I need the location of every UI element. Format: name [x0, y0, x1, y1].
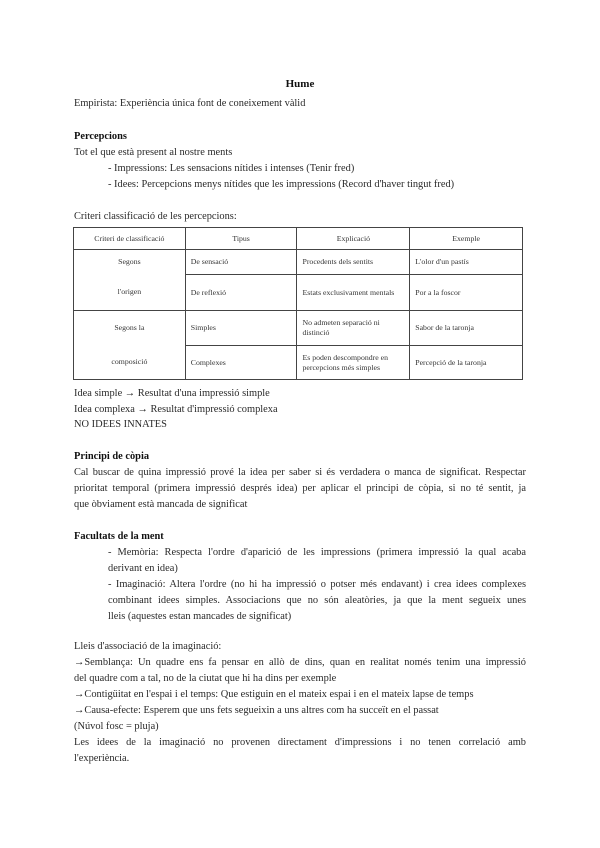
- table-cell-criteri: Segons: [74, 250, 186, 275]
- table-row: [74, 311, 523, 346]
- paragraph-line: →Contigüitat en l'espai i el temps: Que estiguin en el mateix espai i en el mateix lapse de temps: [74, 689, 474, 700]
- paragraph-line: derivant en idea): [108, 563, 178, 574]
- section-heading-facultats: Facultats de la ment: [74, 531, 164, 542]
- table-cell: No admeten separació ni distinció: [297, 311, 410, 346]
- table-row: [74, 275, 523, 311]
- table-cell: L'olor d'un pastís: [410, 250, 523, 275]
- paragraph-line: →Causa-efecte: Esperem que uns fets segueixin a uns altres com ha succeït en el passat: [74, 705, 439, 716]
- paragraph-line: NO IDEES INNATES: [74, 419, 167, 430]
- table-cell: Por a la foscor: [410, 275, 523, 311]
- paragraph-line: que òbviament està mancada de significat: [74, 499, 248, 510]
- table-header: Tipus: [185, 228, 297, 250]
- bullet-item: - Idees: Percepcions menys nítides que les impressions (Record d'haver tingut fred): [108, 179, 455, 190]
- paragraph-line: Idea simple → Resultat d'una impressió simple: [74, 388, 270, 399]
- paragraph-line: Cal buscar de quina impressió prové la idea per saber si és verdadera o manca de significat. Respectar: [74, 467, 526, 478]
- paragraph-line: - Imaginació: Altera l'ordre (no hi ha impressió o potser més endavant) i crea idees complexes: [108, 579, 526, 590]
- paragraph-line: del quadre com a tal, no de la ciutat que hi ha dins per exemple: [74, 673, 337, 684]
- table-cell: De sensació: [185, 250, 297, 275]
- paragraph-line: prioritat temporal (primera impressió després idea) per aplicar el principi de còpia, si no té sentit, ja: [74, 483, 526, 494]
- page-title: Hume: [285, 78, 315, 90]
- table-cell: Procedents dels sentits: [297, 250, 410, 275]
- bullet-item: - Impressions: Les sensacions nítides i intenses (Tenir fred): [108, 163, 355, 174]
- classification-table: [73, 227, 523, 380]
- paragraph-line: Les idees de la imaginació no provenen directament d'impressions i no tenen correlació amb: [74, 737, 526, 748]
- table-caption: Criteri classificació de les percepcions:: [74, 211, 237, 222]
- table-cell: Simples: [185, 311, 297, 346]
- table-cell-criteri: Segons la: [74, 311, 186, 346]
- table-row: [74, 250, 523, 275]
- paragraph-line: l'experiència.: [74, 753, 130, 764]
- table-header: Criteri de classificació: [74, 228, 186, 250]
- table-header-row: [74, 228, 523, 250]
- paragraph-line: combinant idees simples. Associacions que no són aleatòries, ja que la ment segueix unes: [108, 595, 526, 606]
- paragraph-line: (Núvol fosc = pluja): [74, 721, 159, 732]
- paragraph-line: Idea complexa → Resultat d'impressió complexa: [74, 404, 278, 415]
- paragraph-line: lleis (aquestes estan mancades de significat): [108, 611, 292, 622]
- table-row: [74, 346, 523, 380]
- section-heading-principi: Principi de còpia: [74, 451, 150, 462]
- table-cell-criteri: l'origen: [74, 275, 186, 311]
- table-header: Exemple: [410, 228, 523, 250]
- table-cell: Percepció de la taronja: [410, 346, 523, 380]
- table-cell: Complexes: [185, 346, 297, 380]
- paragraph-line: →Semblança: Un quadre ens fa pensar en allò de dins, quan en realitat només tenim una impressió: [74, 657, 526, 668]
- table-header: Explicació: [297, 228, 410, 250]
- intro-text: Empirista: Experiència única font de coneixement vàlid: [74, 98, 306, 109]
- section-heading-percepcions: Percepcions: [74, 131, 127, 142]
- table-cell-criteri: composició: [74, 346, 186, 380]
- table-cell: Estats exclusivament mentals: [297, 275, 410, 311]
- table-cell: De reflexió: [185, 275, 297, 311]
- table-cell: Sabor de la taronja: [410, 311, 523, 346]
- table-cell: Es poden descompondre en percepcions més simples: [297, 346, 410, 380]
- paragraph-line: - Memòria: Respecta l'ordre d'aparició de les impressions (primera impressió la qual acaba: [108, 547, 526, 558]
- section-heading-lleis: Lleis d'associació de la imaginació:: [74, 641, 222, 652]
- paragraph-line: Tot el que està present al nostre ments: [74, 147, 233, 158]
